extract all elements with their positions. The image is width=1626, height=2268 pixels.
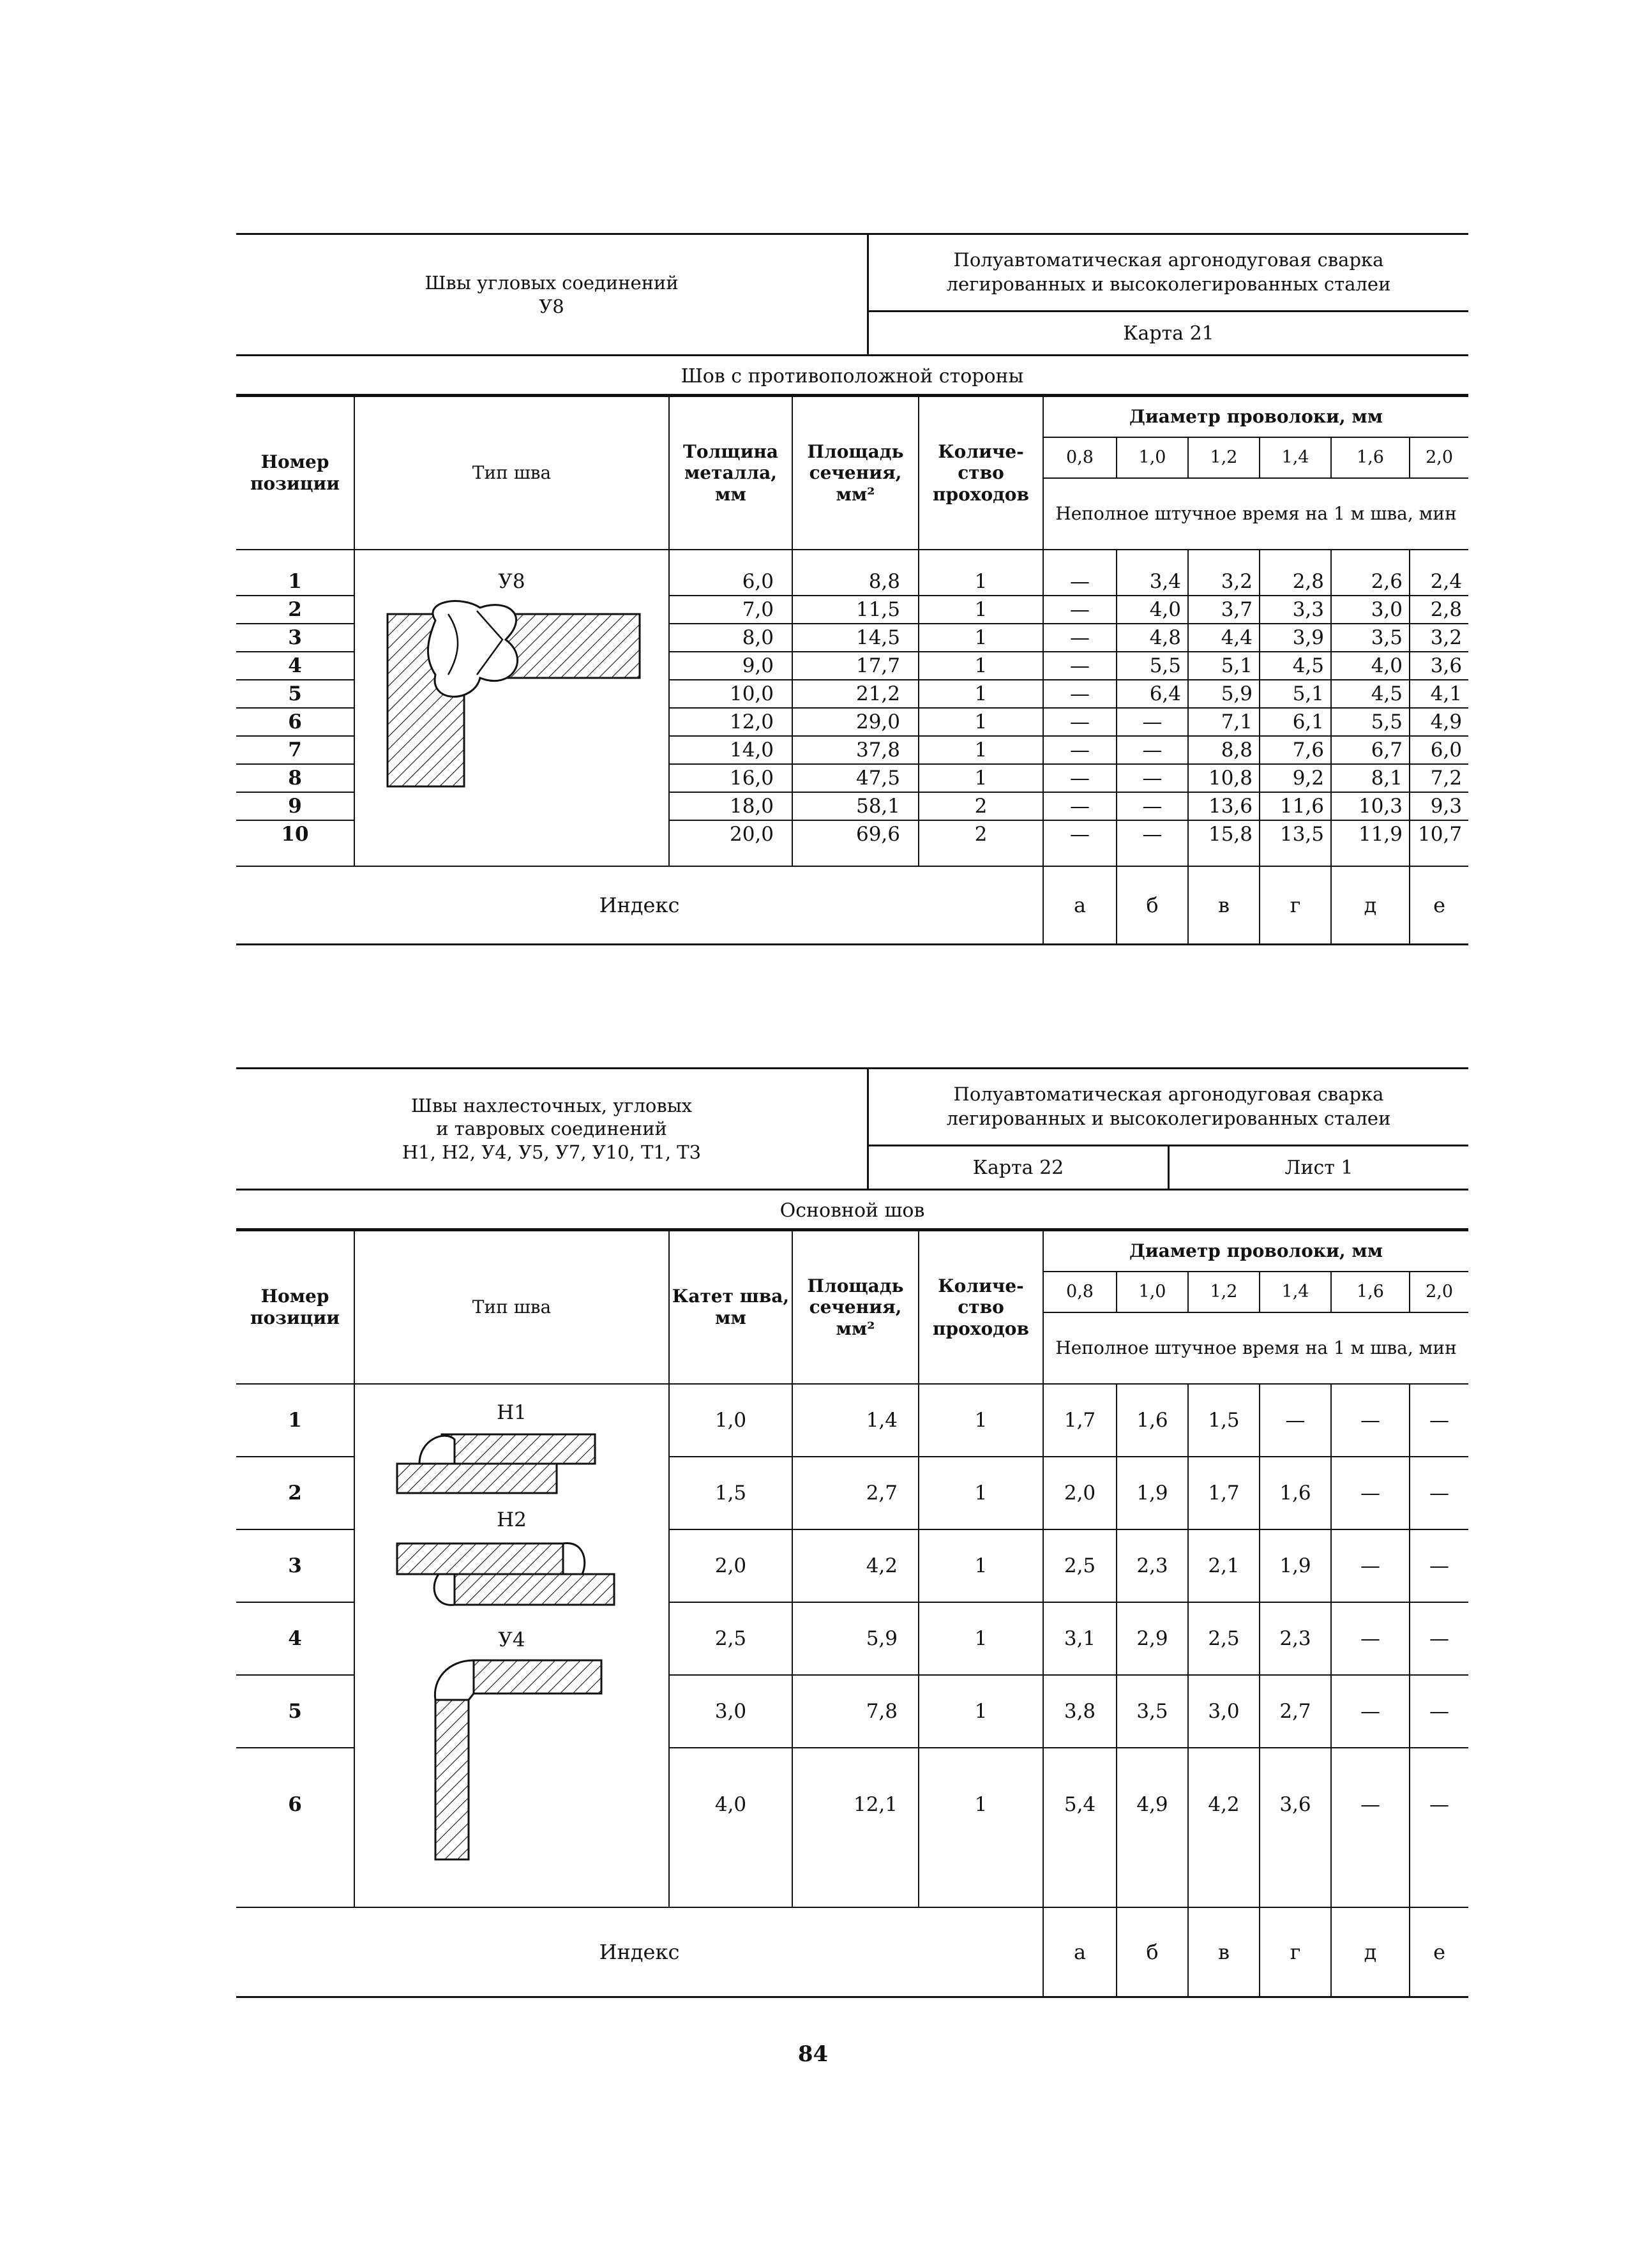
index-row: Индекс а б в г д е: [236, 1907, 1468, 1997]
card-21-header: [236, 233, 1468, 356]
process-title: [869, 235, 1468, 312]
process-line-2: легированных и высоколегированных сталеи: [946, 1108, 1391, 1129]
table-row: 5 10,0 21,2 1 — 6,4 5,9 5,1 4,5 4,1: [236, 680, 1468, 708]
card-22-header: [236, 1067, 1468, 1190]
col-area: Площадь сечения, мм²: [792, 396, 919, 550]
card-21: [236, 233, 1468, 945]
diameter-2-0: 2,0: [1410, 437, 1468, 478]
seam-types-line-2: и тавровых соединений: [436, 1118, 667, 1140]
col-diameter: Диаметр проволоки, мм: [1043, 396, 1468, 437]
diameter-1-4: 1,4: [1260, 1272, 1331, 1312]
diameter-0-8: 0,8: [1043, 1272, 1117, 1312]
col-type: Тип шва: [354, 1231, 669, 1384]
table-row: 2 1,5 2,7 1 2,0 1,9 1,7 1,6 — —: [236, 1457, 1468, 1529]
seam-codes: Н1, Н2, У4, У5, У7, У10, Т1, Т3: [402, 1141, 702, 1163]
process-line-1: Полуавтоматическая аргонодуговая сварка: [953, 249, 1384, 271]
sheet-number: Лист 1: [1284, 1156, 1353, 1179]
col-position: Номер позиции: [236, 396, 354, 550]
col-passes: Количе-ство проходов: [919, 396, 1043, 550]
section-title: Шов с противоположной стороны: [236, 356, 1468, 396]
card-22-table: [236, 1230, 1468, 1998]
table-row: 10 20,0 69,6 2 — — 15,8 13,5 11,9 10,7: [236, 820, 1468, 866]
time-header: Неполное штучное время на 1 м шва, мин: [1043, 478, 1468, 550]
col-passes: Количе-ство проходов: [919, 1231, 1043, 1384]
process-line-1: Полуавтоматическая аргонодуговая сварка: [953, 1083, 1384, 1106]
table-row: 3 8,0 14,5 1 — 4,8 4,4 3,9 3,5 3,2: [236, 624, 1468, 652]
diameter-1-0: 1,0: [1117, 1272, 1188, 1312]
seam-type-cell: [354, 1384, 669, 1907]
diameter-0-8: 0,8: [1043, 437, 1117, 478]
card-sheet-row: [869, 1146, 1468, 1189]
index-label: Индекс: [236, 1907, 1043, 1997]
col-diameter: Диаметр проволоки, мм: [1043, 1231, 1468, 1272]
seam-types-line-1: Швы нахлесточных, угловых: [410, 1095, 693, 1117]
diameter-1-6: 1,6: [1331, 437, 1410, 478]
table-row: 7 14,0 37,8 1 — — 8,8 7,6 6,7 6,0: [236, 736, 1468, 764]
col-type: Тип шва: [354, 396, 669, 550]
process-line-2: легированных и высоколегированных сталеи: [946, 273, 1391, 295]
card-number: Карта 22: [869, 1146, 1170, 1189]
weld-u8-drawing: [378, 595, 646, 793]
table-row: 6 4,0 12,1 1 5,4 4,9 4,2 3,6 — —: [236, 1748, 1468, 1907]
table-row: 2 7,0 11,5 1 — 4,0 3,7 3,3 3,0 2,8: [236, 596, 1468, 624]
index-row: Индекс а б в г д е: [236, 866, 1468, 945]
section-title: Основной шов: [236, 1190, 1468, 1230]
col-position: Номер позиции: [236, 1231, 354, 1384]
seam-types: Швы угловых соединений: [425, 272, 679, 294]
table-row: 5 3,0 7,8 1 3,8 3,5 3,0 2,7 — —: [236, 1675, 1468, 1748]
seam-type-label-n2: Н2: [497, 1508, 527, 1531]
table-row: 3 2,0 4,2 1 2,5 2,3 2,1 1,9 — —: [236, 1529, 1468, 1602]
diameter-2-0: 2,0: [1410, 1272, 1468, 1312]
diameter-1-2: 1,2: [1188, 437, 1260, 478]
process-title: [869, 1069, 1468, 1146]
card-number: Карта 21: [1123, 322, 1214, 345]
col-leg: Катет шва, мм: [669, 1231, 792, 1384]
diameter-1-6: 1,6: [1331, 1272, 1410, 1312]
seam-type-description: [236, 235, 869, 354]
table-row: 1 Н1 Н2 У4 1,0 1,4 1 1,7 1,6 1,5 — — —: [236, 1384, 1468, 1457]
seam-type-label: У8: [498, 570, 525, 593]
table-row: 9 18,0 58,1 2 — — 13,6 11,6 10,3 9,3: [236, 792, 1468, 820]
diameter-1-0: 1,0: [1117, 437, 1188, 478]
table-row: 4 9,0 17,7 1 — 5,5 5,1 4,5 4,0 3,6: [236, 652, 1468, 680]
time-header: Неполное штучное время на 1 м шва, мин: [1043, 1312, 1468, 1384]
weld-n1-drawing: [384, 1427, 640, 1497]
table-row: 4 2,5 5,9 1 3,1 2,9 2,5 2,3 — —: [236, 1602, 1468, 1675]
seam-type-label-n1: Н1: [497, 1401, 527, 1424]
card-22: [236, 1067, 1468, 1998]
index-label: Индекс: [236, 866, 1043, 945]
col-area: Площадь сечения, мм²: [792, 1231, 919, 1384]
page-number: 84: [797, 2041, 829, 2067]
diameter-1-4: 1,4: [1260, 437, 1331, 478]
table-row: 1 У8 6,0 8,8 1 — 3,4 3,2 2,8 2,6 2,4: [236, 550, 1468, 596]
card-21-table: [236, 396, 1468, 945]
seam-type-cell: [354, 550, 669, 866]
weld-n2-drawing: [384, 1534, 640, 1617]
seam-type-description: [236, 1069, 869, 1189]
weld-u4-drawing: [384, 1654, 640, 1865]
table-row: 8 16,0 47,5 1 — — 10,8 9,2 8,1 7,2: [236, 764, 1468, 792]
col-thickness: Толщина металла, мм: [669, 396, 792, 550]
table-row: 6 12,0 29,0 1 — — 7,1 6,1 5,5 4,9: [236, 708, 1468, 736]
seam-codes: У8: [539, 295, 564, 317]
seam-type-label-u4: У4: [498, 1628, 525, 1651]
diameter-1-2: 1,2: [1188, 1272, 1260, 1312]
